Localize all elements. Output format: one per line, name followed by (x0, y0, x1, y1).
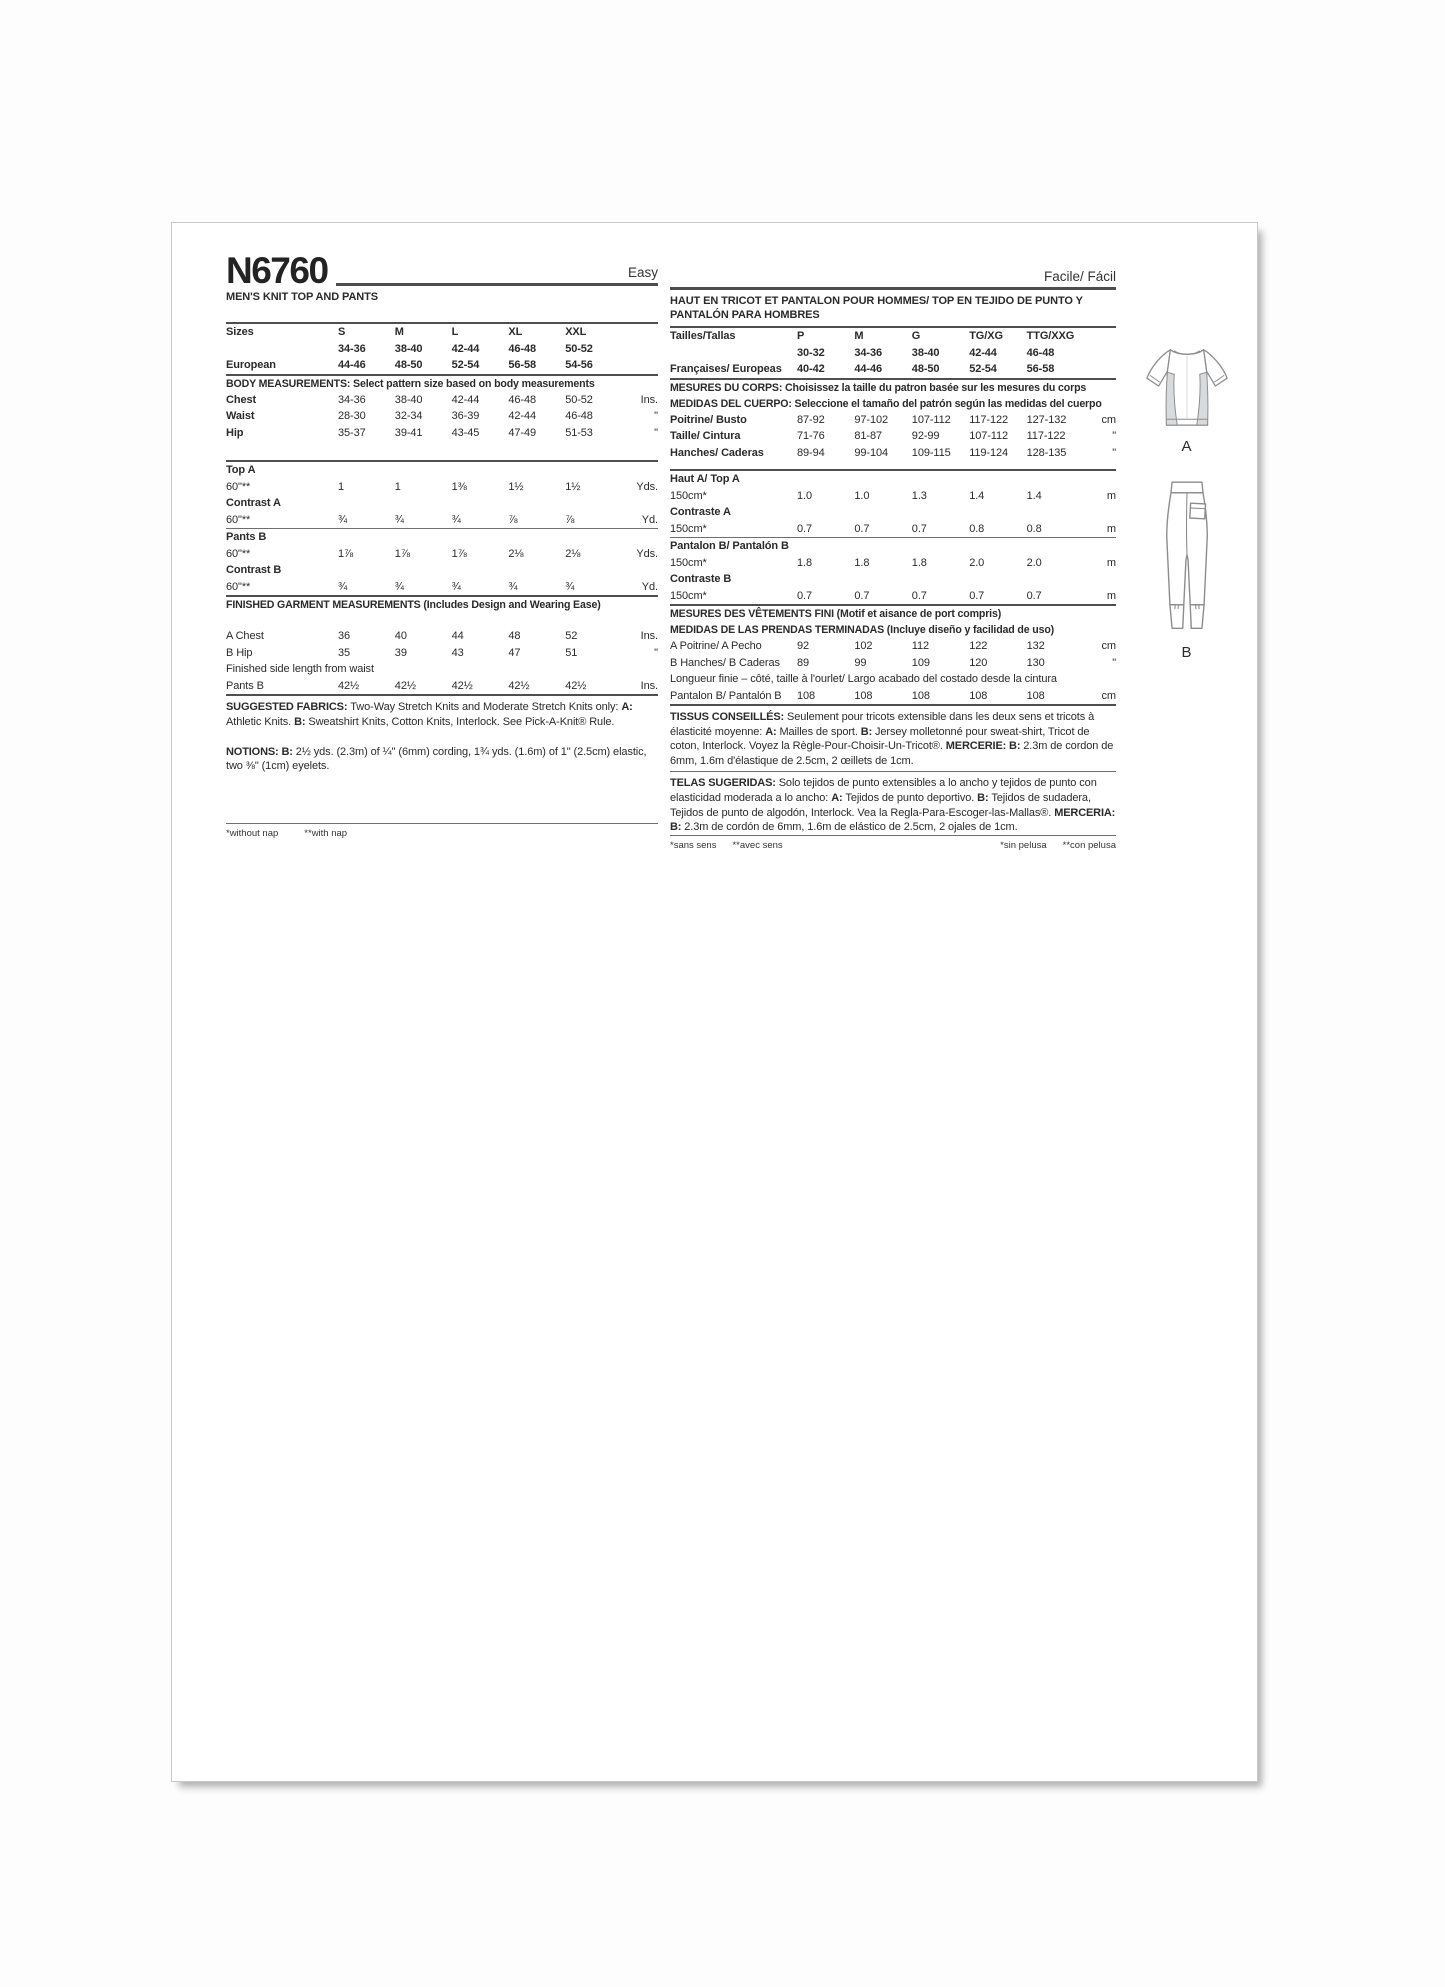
table-cell: 130 (1026, 656, 1045, 669)
table-cell: 42½ (451, 679, 473, 692)
footnotes-en (226, 823, 658, 839)
header-rule-en (336, 265, 658, 286)
table-cell: 92 (797, 640, 810, 652)
table-cell: 112 (911, 640, 930, 652)
table-cell: P (797, 330, 805, 342)
table-cell: S (338, 326, 346, 339)
table-cell: 51-53 (565, 426, 593, 439)
table-cell: Françaises/ Europeas (670, 363, 782, 375)
table-row (226, 628, 658, 645)
table-cell: 109-115 (911, 446, 951, 459)
table-row (226, 392, 658, 409)
table-cell: 0.7 (797, 522, 812, 535)
body-measurements-table-fr-es (670, 412, 1116, 462)
table-cell: ⅞ (508, 513, 518, 526)
table-cell: 108 (911, 689, 930, 702)
table-cell: TG/XG (969, 330, 1003, 342)
table-cell: cm (1101, 413, 1116, 426)
table-cell: G (911, 330, 921, 342)
table-row (226, 645, 658, 662)
table-cell: cm (1101, 640, 1116, 652)
table-cell: Chest (226, 393, 257, 406)
table-cell: 99 (854, 656, 867, 669)
table-cell: 107-112 (969, 430, 1009, 442)
table-cell: " (1112, 446, 1116, 459)
body-measurements-header-fr: MESURES DU CORPS: Choisissez la taille du patron basée sur les mesures du corps (670, 381, 1087, 394)
table-cell: 42-44 (508, 410, 537, 423)
table-cell: ¾ (394, 580, 404, 593)
top-a-illustration (1138, 341, 1236, 433)
table-cell: 44-46 (338, 359, 366, 372)
body-measurements-table-en (226, 392, 658, 442)
table-row (226, 546, 658, 563)
footnote-without-nap: *without nap (226, 828, 279, 839)
table-cell: Tailles/Tallas (670, 330, 736, 342)
table-row (226, 579, 658, 596)
table-cell: m (1106, 589, 1116, 602)
header-rule-fr (670, 269, 1116, 290)
table-cell: 28-30 (338, 410, 366, 423)
table-row (670, 471, 1116, 488)
table-row (226, 495, 658, 512)
table-cell: 38-40 (911, 346, 940, 359)
table-cell: 34-36 (338, 342, 366, 355)
table-cell: 1.8 (797, 556, 812, 569)
table-cell: European (226, 359, 276, 372)
table-cell: 48-50 (911, 363, 940, 375)
suggested-fabrics-paragraph: SUGGESTED FABRICS: Two-Way Stretch Knits and Moderate Stretch Knits only: A: Athletic Knits. B: Sweatshirt Knits, Cotton Knits, Interlock. See Pick-A-Knit® Rule. (226, 701, 633, 729)
table-cell: 46-48 (508, 342, 537, 355)
table-cell: 0.7 (854, 522, 870, 535)
table-row (226, 678, 658, 695)
table-cell: 81-87 (854, 430, 883, 442)
table-cell: Contraste B (670, 573, 732, 585)
finished-measurements-table-fr-es (670, 638, 1116, 704)
table-cell: 1½ (565, 480, 581, 493)
table-cell: " (654, 426, 658, 439)
table-cell: XL (508, 326, 523, 339)
table-cell: Ins. (640, 630, 658, 643)
table-cell: " (1112, 656, 1116, 669)
table-cell: 150cm* (670, 489, 707, 502)
table-cell: Pantalon B/ Pantalón B (670, 689, 782, 702)
table-cell: Contrast A (226, 497, 281, 510)
garment-title-fr-es: HAUT EN TRICOT ET PANTALON POUR HOMMES/ TOP EN TEJIDO DE PUNTO Y PANTALÓN PARA HOMBRES (670, 295, 1083, 321)
table-cell: 117-122 (969, 413, 1009, 426)
table-cell: 42-44 (969, 346, 997, 359)
table-cell: 150cm* (670, 589, 707, 602)
body-measurements-header-en: BODY MEASUREMENTS: Select pattern size based on body measurements (226, 377, 595, 390)
table-cell: 42½ (508, 679, 530, 692)
table-cell: 122 (969, 640, 988, 652)
table-cell: 87-92 (797, 413, 825, 426)
table-cell: 52 (565, 630, 578, 643)
table-row (226, 479, 658, 496)
table-row (670, 361, 1116, 378)
table-row (226, 512, 658, 529)
table-cell: 102 (854, 640, 873, 652)
table-cell: 108 (969, 689, 988, 702)
table-cell: 42-44 (451, 393, 480, 406)
table-cell: 0.8 (1026, 522, 1042, 535)
table-cell: 0.7 (1026, 589, 1042, 602)
table-cell: 0.8 (969, 522, 985, 535)
table-cell: 1⅞ (338, 547, 354, 560)
table-cell: ¾ (508, 580, 518, 593)
table-cell: Ins. (640, 679, 658, 692)
table-cell: ¾ (338, 513, 348, 526)
table-cell: 1.4 (1026, 489, 1042, 502)
table-cell: M (854, 330, 864, 342)
table-cell: Yds. (636, 480, 658, 493)
table-cell: Top A (226, 464, 256, 477)
table-cell: 52-54 (969, 363, 997, 375)
footnote-sin-pelusa: *sin pelusa (1000, 839, 1047, 851)
table-cell: M (394, 326, 404, 339)
finished-measurements-table-en (226, 628, 658, 694)
table-cell: 1.8 (911, 556, 927, 569)
table-cell: 97-102 (854, 413, 889, 426)
table-cell: Poitrine/ Busto (670, 413, 747, 426)
table-cell: 51 (565, 646, 578, 659)
english-column (226, 250, 658, 839)
table-cell: 50-52 (565, 342, 593, 355)
table-cell: 56-58 (1026, 363, 1055, 375)
table-cell: Haut A/ Top A (670, 473, 740, 485)
table-row (226, 425, 658, 442)
table-row (226, 408, 658, 425)
table-cell: 2.0 (969, 556, 985, 569)
table-cell: 47-49 (508, 426, 537, 439)
table-cell: Pantalon B/ Pantalón B (670, 540, 789, 552)
yardage-table-top-a-en (226, 462, 658, 528)
footnote-with-nap: **with nap (304, 828, 348, 839)
table-cell: 46-48 (1026, 346, 1055, 359)
table-cell: 1½ (508, 480, 524, 493)
table-row (226, 324, 658, 341)
difficulty-label-en: Easy (627, 265, 658, 281)
table-cell: ⅞ (565, 513, 575, 526)
table-cell: " (1112, 430, 1116, 442)
pattern-number: N6760 (226, 250, 328, 291)
table-cell: 42½ (394, 679, 416, 692)
table-row (670, 428, 1116, 445)
illustrations-column (1116, 255, 1257, 839)
table-cell: 0.7 (911, 522, 927, 535)
table-cell: 47 (508, 646, 521, 659)
table-cell: 42½ (338, 679, 360, 692)
table-row (670, 488, 1116, 505)
table-cell: 127-132 (1026, 413, 1067, 426)
table-row (226, 661, 658, 678)
table-cell: B Hanches/ B Caderas (670, 656, 780, 669)
divider (670, 704, 1116, 706)
table-row (670, 688, 1116, 705)
garment-title-en: MEN'S KNIT TOP AND PANTS (226, 291, 378, 304)
table-cell: 60"** (226, 480, 251, 493)
table-cell: Yd. (641, 513, 658, 526)
table-cell: 36-39 (451, 410, 480, 423)
header-en (226, 250, 658, 291)
table-row (226, 529, 658, 546)
table-cell: 0.7 (854, 589, 870, 602)
table-cell: 119-124 (969, 446, 1009, 459)
table-cell: m (1106, 556, 1116, 569)
table-row (226, 341, 658, 358)
table-cell: A Poitrine/ A Pecho (670, 640, 762, 652)
table-cell: Sizes (226, 326, 254, 339)
table-cell: 0.7 (911, 589, 927, 602)
table-cell: 39 (394, 646, 407, 659)
page-content (172, 223, 1257, 851)
footnotes-fr-es (670, 835, 1116, 851)
table-row (670, 671, 1116, 688)
table-cell: Pants B (226, 531, 267, 544)
table-cell: 1⅞ (451, 547, 467, 560)
table-cell: m (1106, 489, 1116, 502)
difficulty-label-fr-es: Facile/ Fácil (1043, 269, 1116, 284)
table-cell: 1 (394, 480, 401, 493)
table-cell: 99-104 (854, 446, 889, 459)
telas-sugeridas-paragraph: TELAS SUGERIDAS: Solo tejidos de punto extensibles a lo ancho y tejidos de punto con elasticidad moderada a lo ancho: A: Tejidos de punto deportivo. B: Tejidos de sudadera, Tejidos de punto de algodón, Interlock. Vea la Regla-Para-Escoger-las-Mallas®. MERCERIA: B: 2.3m de cordón de 6mm, 1.6m de elástico de 2.5cm, 2 ojales de 1cm. (670, 777, 1116, 834)
table-cell: " (654, 646, 658, 659)
table-cell: 109 (911, 656, 930, 669)
table-row (226, 357, 658, 374)
table-row (670, 504, 1116, 521)
table-cell: 150cm* (670, 522, 707, 535)
footnote-con-pelusa: **con pelusa (1062, 839, 1116, 851)
table-cell: ¾ (394, 513, 404, 526)
table-cell: 40-42 (797, 363, 825, 375)
table-cell: Yd. (641, 580, 658, 593)
table-cell: 107-112 (911, 413, 951, 426)
table-cell: 34-36 (338, 393, 366, 406)
table-cell: 0.7 (969, 589, 985, 602)
body-measurements-header-es: MEDIDAS DEL CUERPO: Seleccione el tamaño del patrón según las medidas del cuerpo (670, 397, 1102, 410)
footnote-avec-sens: **avec sens (732, 839, 783, 851)
table-cell: 42½ (565, 679, 587, 692)
table-cell: 52-54 (451, 359, 480, 372)
yardage-table-top-a-fr-es (670, 471, 1116, 537)
table-cell: m (1106, 522, 1116, 535)
table-cell: Yds. (636, 547, 658, 560)
table-cell: 150cm* (670, 556, 707, 569)
table-cell: 36 (338, 630, 351, 643)
table-cell: 30-32 (797, 346, 825, 359)
table-cell: 89 (797, 656, 810, 669)
table-cell: B Hip (226, 646, 253, 659)
table-cell: 35 (338, 646, 351, 659)
table-cell: 42-44 (451, 342, 480, 355)
divider (670, 771, 1116, 772)
size-table-en (226, 324, 658, 374)
table-cell: 1.8 (854, 556, 870, 569)
table-row (670, 588, 1116, 605)
table-cell: 120 (969, 656, 988, 669)
table-row (670, 521, 1116, 538)
table-cell: ¾ (451, 513, 461, 526)
table-cell: Hip (226, 426, 244, 439)
table-cell: 89-94 (797, 446, 825, 459)
table-cell: 71-76 (797, 430, 825, 442)
table-row (670, 638, 1116, 655)
table-cell: 46-48 (565, 410, 593, 423)
table-cell: ¾ (451, 580, 461, 593)
table-cell: 117-122 (1026, 430, 1066, 442)
table-cell: 1.0 (797, 489, 812, 502)
table-row (670, 555, 1116, 572)
pants-b-illustration (1152, 479, 1222, 639)
top-a-label: A (1181, 438, 1192, 455)
finished-measurements-header-fr: MESURES DES VÊTEMENTS FINI (Motif et aisance de port compris) (670, 608, 1002, 620)
table-cell: Contraste A (670, 506, 731, 518)
table-cell: L (451, 326, 459, 339)
tissus-conseilles-paragraph: TISSUS CONSEILLÉS: Seulement pour tricots extensible dans les deux sens et tricots à élasticité moyenne: A: Mailles de sport. B: Jersey molletonné pour sweat-shirt, Tricot de coton, Interlock. Voyez la Règle-Pour-Choisir-Un-Tricot®. MERCERIE: B: 2.3m de cordon de 6mm, 1.6m d'élastique de 2.5cm, 2 œillets de 1cm. (670, 711, 1114, 767)
table-row (226, 462, 658, 479)
finished-measurements-header-en: FINISHED GARMENT MEASUREMENTS (Includes Design and Wearing Ease) (226, 599, 601, 612)
table-cell: 44-46 (854, 363, 883, 375)
table-cell: 38-40 (394, 393, 423, 406)
table-cell: ¾ (565, 580, 575, 593)
table-cell: 48-50 (394, 359, 423, 372)
pattern-envelope-back-page (171, 222, 1258, 1782)
table-cell: 128-135 (1026, 446, 1067, 459)
table-row (670, 445, 1116, 462)
table-cell: 1⅞ (394, 547, 410, 560)
table-cell: 60"** (226, 580, 251, 593)
table-cell: 50-52 (565, 393, 593, 406)
table-cell: 132 (1026, 640, 1045, 652)
table-row (670, 412, 1116, 429)
yardage-table-pants-b-fr-es (670, 538, 1116, 604)
table-cell: ¾ (338, 580, 348, 593)
table-cell: Waist (226, 410, 255, 423)
table-cell: Taille/ Cintura (670, 430, 741, 442)
table-cell: Finished side length from waist (226, 663, 374, 676)
table-cell: 2.0 (1026, 556, 1042, 569)
table-row (226, 562, 658, 579)
table-row (670, 571, 1116, 588)
table-cell: 43-45 (451, 426, 480, 439)
table-cell: Pants B (226, 679, 264, 692)
table-cell: 44 (451, 630, 464, 643)
table-cell: 108 (797, 689, 816, 702)
table-cell: 108 (1026, 689, 1045, 702)
table-row (670, 345, 1116, 362)
table-cell: 1⅜ (451, 480, 467, 493)
table-cell: 56-58 (508, 359, 537, 372)
table-cell: 92-99 (911, 430, 940, 442)
table-cell: 48 (508, 630, 521, 643)
french-spanish-column (670, 255, 1116, 851)
table-cell: Longueur finie – côté, taille à l'ourlet/ Largo acabado del costado desde la cintura (670, 673, 1057, 685)
table-cell: 2⅛ (508, 547, 524, 560)
table-cell: 40 (394, 630, 407, 643)
table-row (670, 655, 1116, 672)
table-cell: TTG/XXG (1026, 330, 1075, 342)
pants-b-wrap (1152, 479, 1222, 661)
pants-b-label: B (1181, 644, 1192, 661)
size-table-fr-es (670, 328, 1116, 378)
table-cell: 1.0 (854, 489, 870, 502)
footnote-sans-sens: *sans sens (670, 839, 717, 851)
table-cell: 39-41 (394, 426, 423, 439)
table-cell: 54-56 (565, 359, 593, 372)
notions-paragraph: NOTIONS: B: 2½ yds. (2.3m) of ¼" (6mm) cording, 1¾ yds. (1.6m) of 1" (2.5cm) elastic, two ⅜" (1cm) eyelets. (226, 745, 647, 773)
table-cell: 2⅛ (565, 547, 581, 560)
table-cell: 1 (338, 480, 345, 493)
table-row (670, 538, 1116, 555)
table-cell: " (654, 410, 658, 423)
table-cell: 60"** (226, 547, 251, 560)
table-cell: Hanches/ Caderas (670, 446, 764, 459)
divider (226, 694, 658, 696)
table-cell: Contrast B (226, 564, 282, 577)
table-cell: 1.4 (969, 489, 985, 502)
table-cell: 32-34 (394, 410, 423, 423)
table-cell: XXL (565, 326, 587, 339)
table-cell: 60"** (226, 513, 251, 526)
table-cell: 35-37 (338, 426, 366, 439)
finished-measurements-header-es: MEDIDAS DE LAS PRENDAS TERMINADAS (Incluye diseño y facilidad de uso) (670, 624, 1055, 636)
table-cell: A Chest (226, 630, 264, 643)
table-cell: 46-48 (508, 393, 537, 406)
table-cell: cm (1101, 689, 1116, 702)
table-row (670, 328, 1116, 345)
table-cell: 0.7 (797, 589, 812, 602)
table-cell: 38-40 (394, 342, 423, 355)
table-cell: 34-36 (854, 346, 883, 359)
yardage-table-pants-b-en (226, 529, 658, 595)
table-cell: 108 (854, 689, 873, 702)
table-cell: 43 (451, 646, 464, 659)
table-cell: 1.3 (911, 489, 927, 502)
table-cell: Ins. (640, 393, 658, 406)
